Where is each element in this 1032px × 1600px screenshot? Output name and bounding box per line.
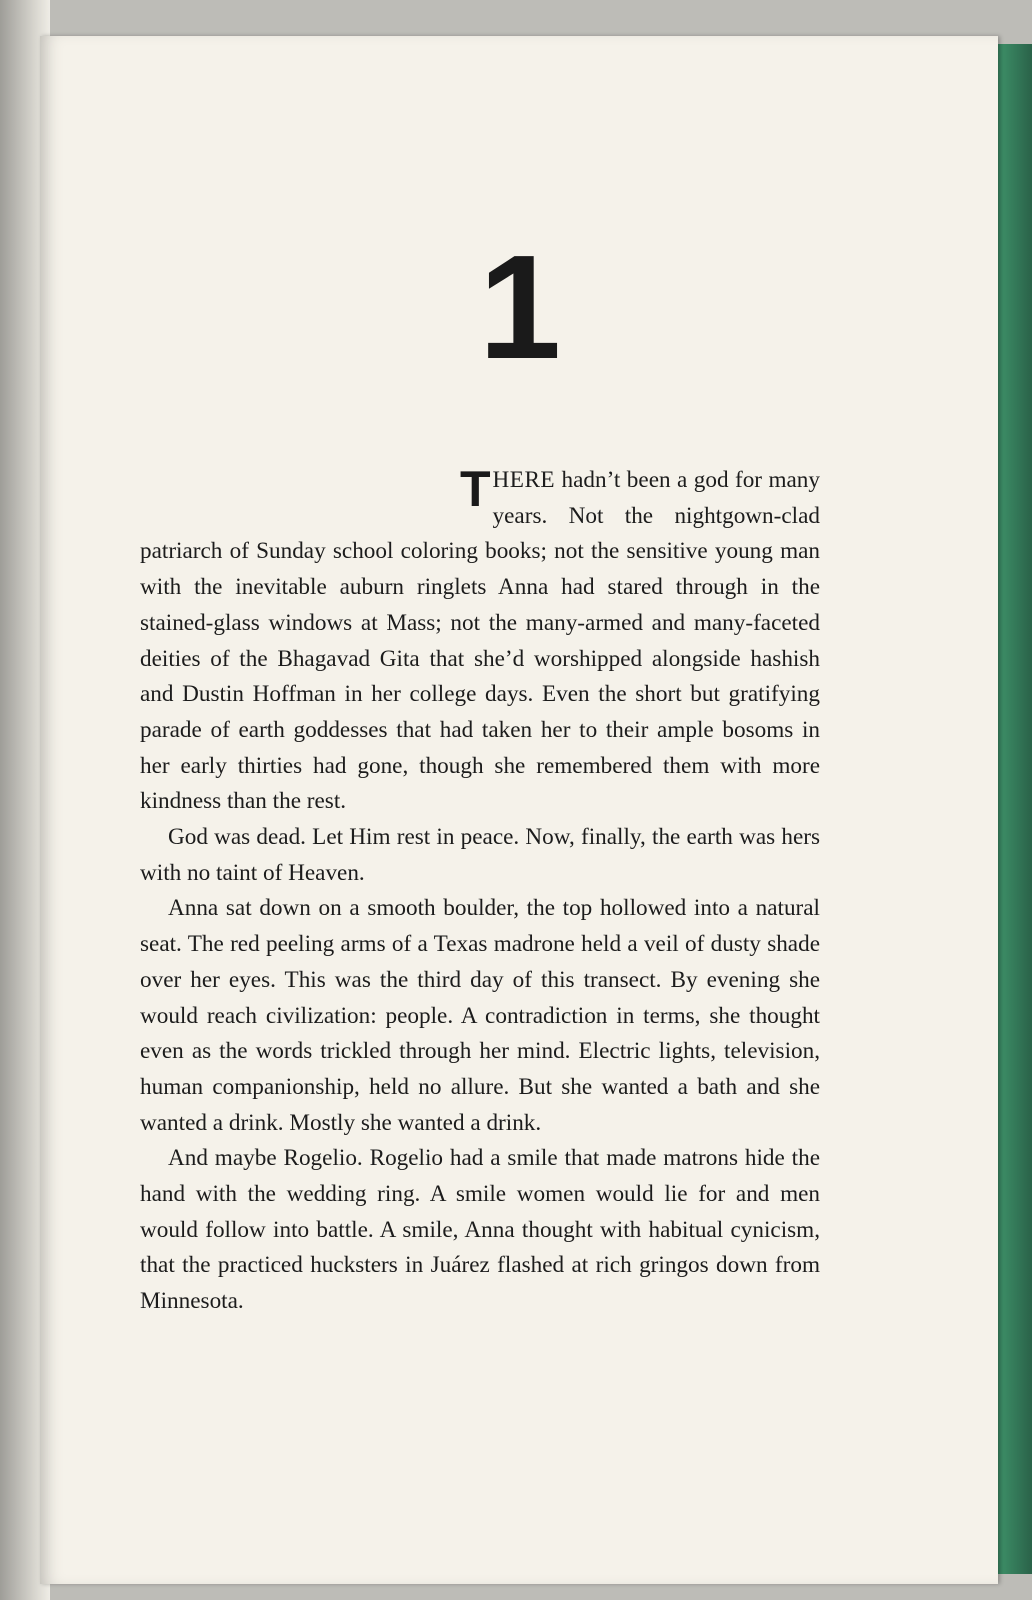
chapter-body bbox=[140, 463, 820, 1320]
opening-small-caps: HERE bbox=[492, 467, 556, 493]
book-page bbox=[40, 36, 998, 1584]
paragraph-3: Anna sat down on a smooth boulder, the top hollowed into a natural seat. The red peeling arms of a Texas madrone held a veil of dusty shade over her eyes. This was the third day of this transect. By evening she would reach civilization: people. A contradiction in terms, she thought even as the words trickled through her mind. Electric lights, television, human companionship, held no allure. But she wanted a bath and she wanted a drink. Mostly she wanted a drink. bbox=[140, 895, 820, 1136]
paragraph-1 bbox=[140, 463, 820, 820]
paragraph-2: God was dead. Let Him rest in peace. Now, finally, the earth was hers with no taint of Heaven. bbox=[140, 824, 820, 886]
paragraph-4: And maybe Rogelio. Rogelio had a smile that made matrons hide the hand with the wedding ring. A smile women would lie for and men would follow into battle. A smile, Anna thought with habitual cynicism, that the practiced hucksters in Juárez flashed at rich gringos down from Minnesota. bbox=[140, 1145, 820, 1315]
chapter-number: 1 bbox=[478, 225, 562, 390]
paragraph-text: hadn’t been a god for many years. Not the nightgown-clad patriarch of Sunday school coloring books; not the sensitive young man with the inevitable auburn ringlets Anna had stared through in the stained-glass windows at Mass; not the many-armed and many-faceted deities of the Bhagavad Gita that she’d worshipped alongside hashish and Dustin Hoffman in her college days. Even the short but gratifying parade of earth goddesses that had taken her to their ample bosoms in her early thirties had gone, though she remembered them with more kindness than the rest. bbox=[140, 467, 820, 815]
drop-cap: T bbox=[460, 461, 491, 517]
